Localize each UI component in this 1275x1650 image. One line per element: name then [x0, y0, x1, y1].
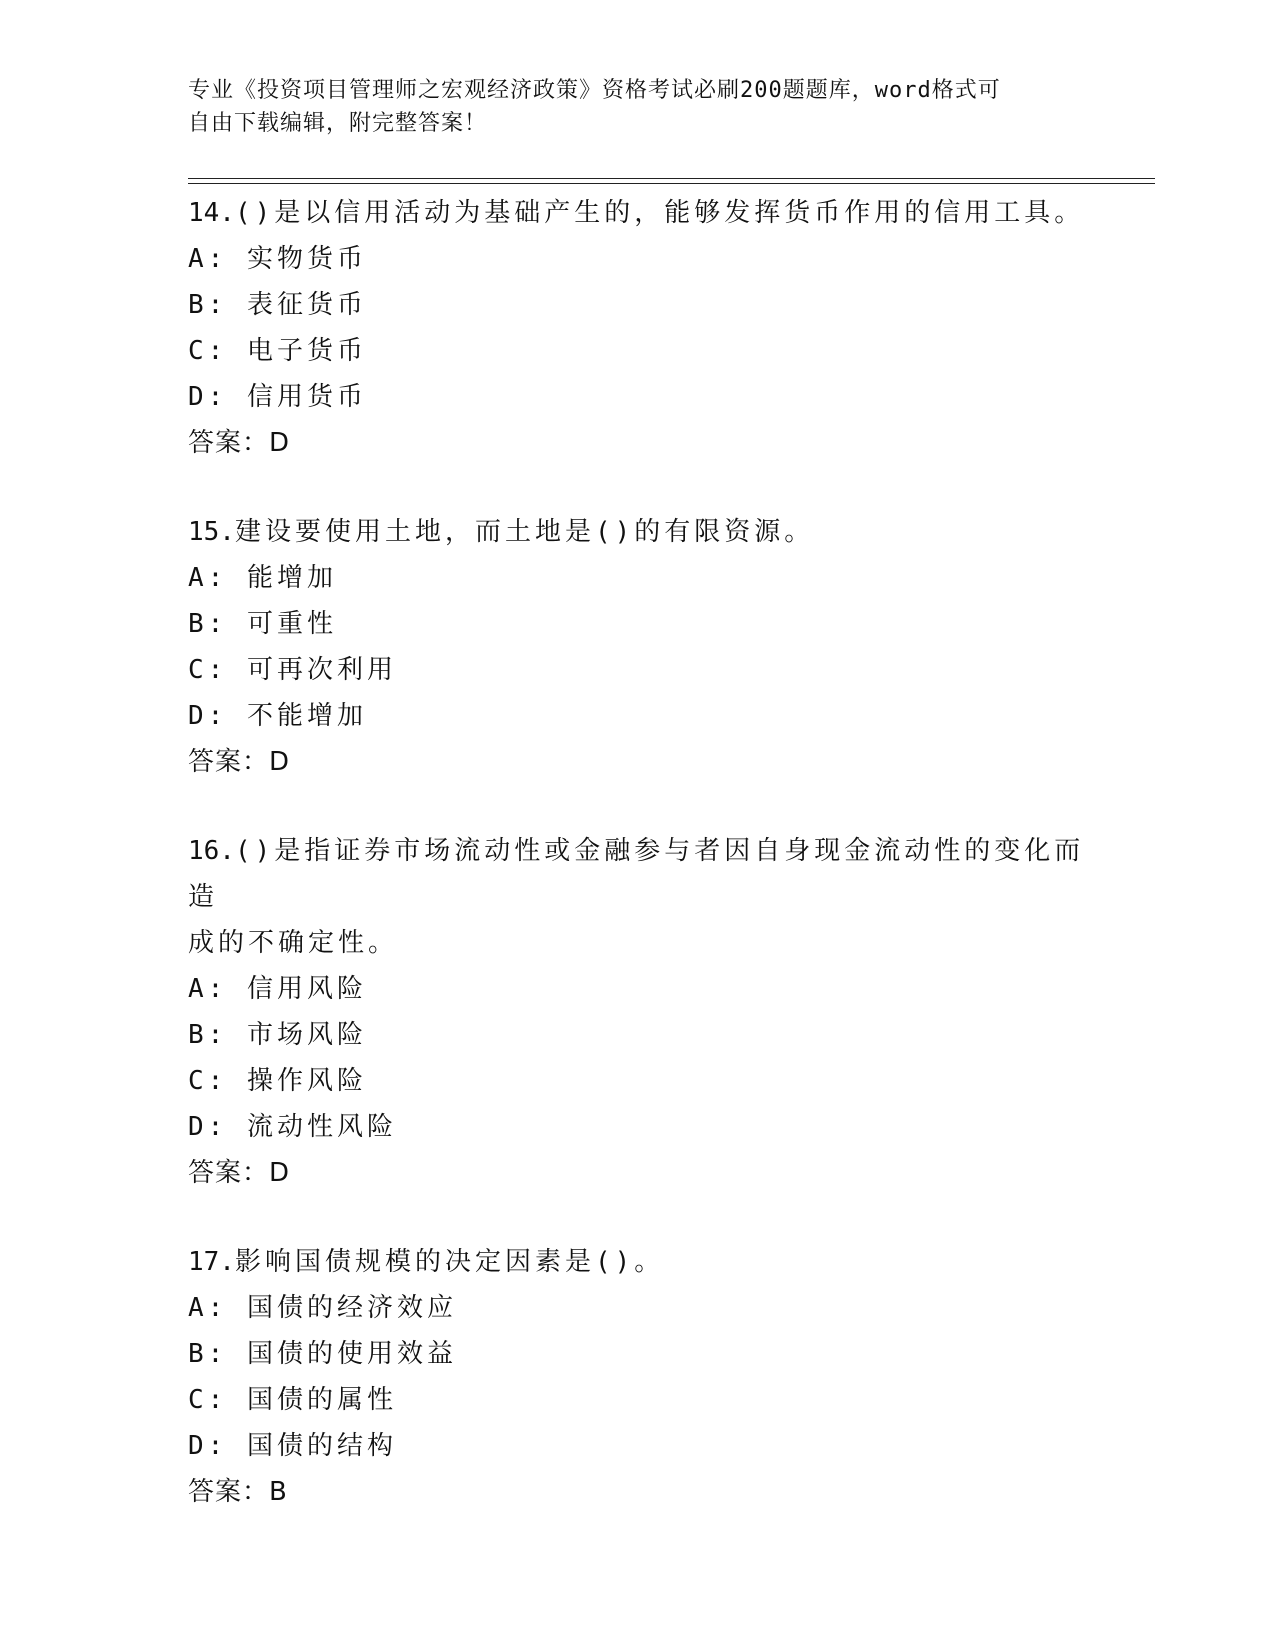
option-a: A: 信用风险 [188, 974, 367, 1004]
option-a: A: 实物货币 [188, 244, 367, 274]
question-14 [188, 190, 1088, 466]
header-line-1: 专业《投资项目管理师之宏观经济政策》资格考试必刷200题题库，word格式可 [188, 78, 1001, 103]
answer-line: 答案：D [188, 1158, 291, 1188]
option-d: D: 不能增加 [188, 701, 367, 731]
option-d: D: 国债的结构 [188, 1431, 397, 1461]
question-stem-text: ()是指证券市场流动性或金融参与者因自身现金流动性的变化而造 [188, 836, 1085, 912]
document-header [188, 74, 1088, 140]
question-15 [188, 509, 1088, 785]
answer-line: 答案：D [188, 428, 291, 458]
question-number: 14. [188, 198, 235, 228]
option-d: D: 信用货币 [188, 382, 367, 412]
question-stem [188, 828, 1088, 920]
question-stem-continuation: 成的不确定性。 [188, 928, 399, 958]
question-list [188, 190, 1088, 1558]
question-number: 16. [188, 836, 235, 866]
question-stem-text: 影响国债规模的决定因素是()。 [234, 1247, 665, 1277]
answer-line: 答案：D [188, 747, 291, 777]
header-divider-bottom [188, 183, 1155, 184]
option-b: B: 可重性 [188, 609, 337, 639]
option-c: C: 电子货币 [188, 336, 367, 366]
option-c: C: 国债的属性 [188, 1385, 397, 1415]
option-a: A: 国债的经济效应 [188, 1293, 457, 1323]
question-number: 17. [188, 1247, 235, 1277]
question-stem-text: 建设要使用土地，而土地是()的有限资源。 [234, 517, 815, 547]
option-b: B: 国债的使用效益 [188, 1339, 457, 1369]
answer-line: 答案：B [188, 1477, 288, 1507]
option-a: A: 能增加 [188, 563, 337, 593]
option-b: B: 市场风险 [188, 1020, 367, 1050]
question-stem [188, 1239, 1088, 1285]
option-c: C: 操作风险 [188, 1066, 367, 1096]
question-stem-text: ()是以信用活动为基础产生的，能够发挥货币作用的信用工具。 [234, 198, 1085, 228]
question-number: 15. [188, 517, 235, 547]
option-d: D: 流动性风险 [188, 1112, 397, 1142]
question-16 [188, 828, 1088, 1196]
header-divider-top [188, 178, 1155, 179]
question-stem [188, 190, 1088, 236]
option-b: B: 表征货币 [188, 290, 367, 320]
question-17 [188, 1239, 1088, 1515]
question-stem [188, 509, 1088, 555]
option-c: C: 可再次利用 [188, 655, 397, 685]
header-line-2: 自由下载编辑，附完整答案！ [188, 111, 488, 136]
